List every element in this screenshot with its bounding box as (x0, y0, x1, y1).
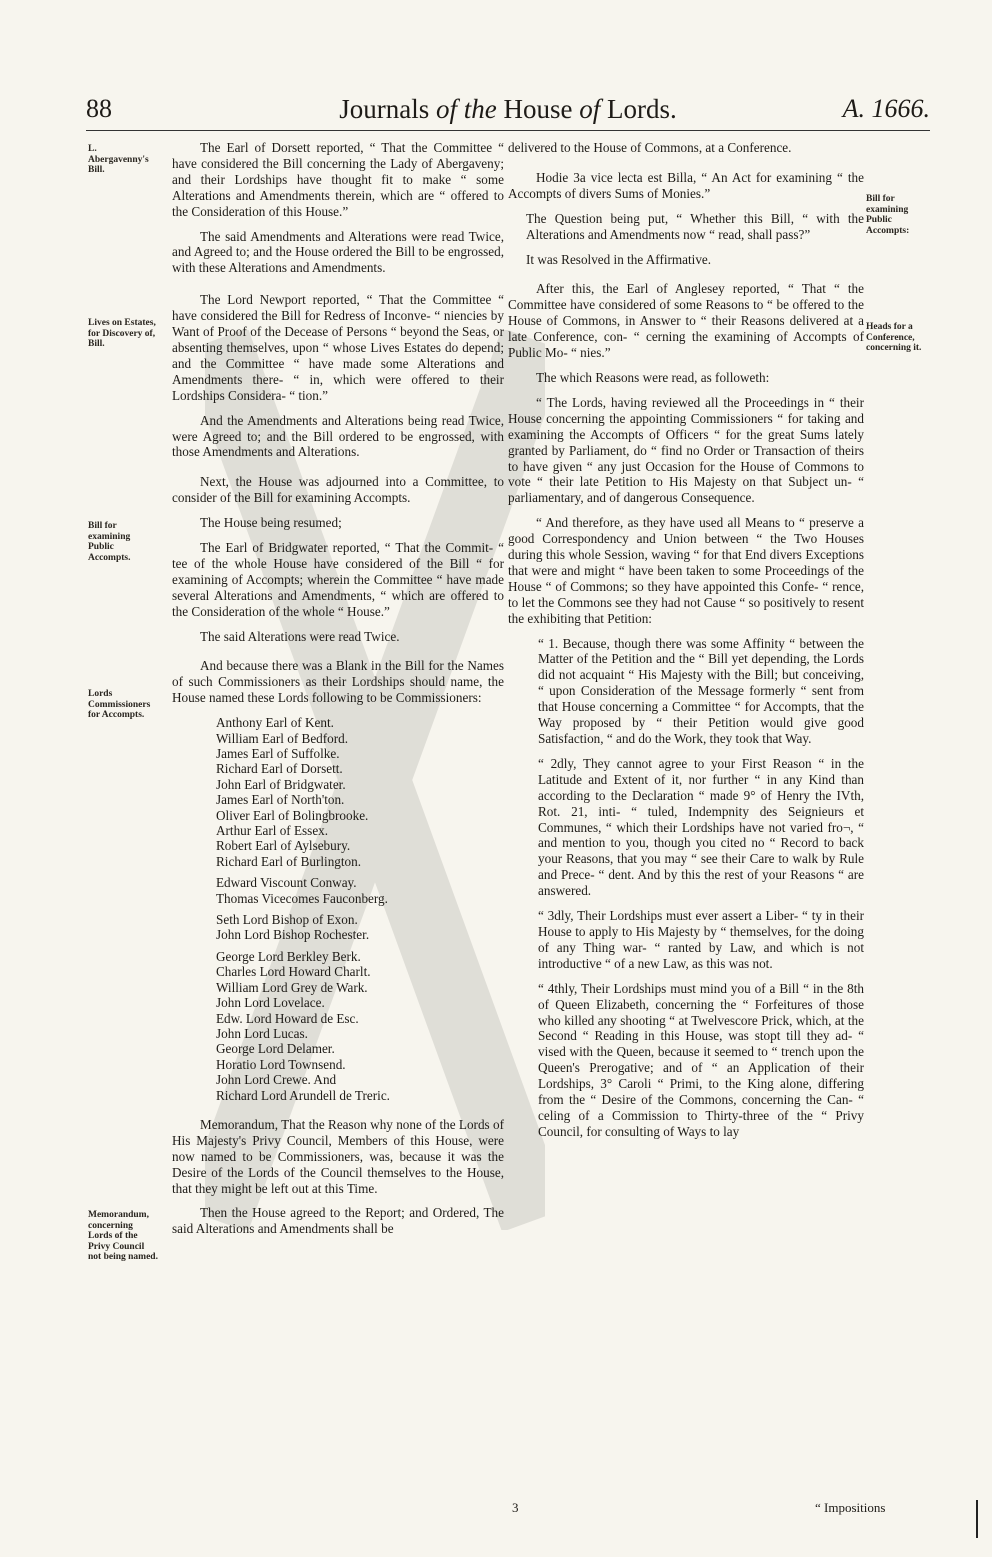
margin-note: Bill for examining Public Accompts. (88, 521, 131, 563)
paragraph: And because there was a Blank in the Bill for the Names of such Commissioners as their Lordships should name, the House named these Lords following to be Commissioners: (172, 658, 504, 706)
running-title: Journals of the House of Lords. (339, 94, 677, 124)
margin-note: Heads for a Conference, concerning it. (866, 322, 922, 353)
paragraph: The Lord Newport reported, “ That the Committee “ have considered the Bill for Redress of Inconve- “ niencies by Want of Proof of the Decease of Persons “ beyond the Seas, or absenting themselves, upon “ whose Lives Estates do depend; and the Committee “ have made some Alterations and Amendments there- “ in, which were offered to their Lordships Considera- “ tion.” (172, 292, 504, 403)
list-item: John Lord Lovelace. (216, 995, 325, 1011)
edge-mark (976, 1500, 978, 1538)
list-item: Richard Lord Arundell de Treric. (216, 1087, 390, 1103)
paragraph: delivered to the House of Commons, at a Conference. (508, 140, 792, 155)
page-header (86, 94, 930, 134)
list-item: George Lord Delamer. (216, 1041, 335, 1057)
list-item: James Earl of Suffolke. (216, 746, 340, 761)
list-item: Thomas Vicecomes Fauconberg. (216, 890, 388, 906)
paragraph: “ 3dly, Their Lordships must ever assert a Liber- “ ty in their House to apply to His Majesty by “ themselves, for the doing of any Thing war- “ ranted by Law, and which is not introductive “ of a new Law, as this was not. (538, 908, 864, 971)
list-item: Anthony Earl of Kent. (216, 715, 334, 731)
paragraph: “ The Lords, having reviewed all the Proceedings in “ their House concerning the appointing Commissioners “ for taking and examining the Accompts of Officers “ for the great Sums lately granted by Parliament, do “ find no Order or Transaction of theirs to have given “ any just Occasion for the House of Commons to vote “ their late Petition to His Majesty on that Subject un- “ parliamentary, and of dangerous Consequence. (508, 394, 864, 506)
list-item: Edw. Lord Howard de Esc. (216, 1010, 359, 1026)
paragraph: The House being resumed; (200, 515, 342, 531)
paragraph: The said Alterations were read Twice. (200, 628, 400, 644)
year-label: A. 1666. (842, 94, 930, 123)
paragraph: “ 4thly, Their Lordships must mind you of a Bill “ in the 8th of Queen Elizabeth, concerning the “ Forfeitures of those who killed any shooting “ at Twelvescore Prick, which, at the Second “ Reading in this House, was stopt till they ad- “ vised with the Queen, because it seemed to “ trench upon the Queen's Prerogative; and of “ an Application of their Lordships, 3° Caroli “ Primi, to the King alone, differing from the “ Desire of the Commons, concerning the Can- “ celing of a Commission to Thirty-three of the “ Privy Council, for consulting of Ways to lay (538, 980, 864, 1139)
list-item: John Lord Bishop Rochester. (216, 927, 370, 943)
list-item: Oliver Earl of Bolingbrooke. (216, 807, 369, 823)
paragraph: And the Amendments and Alterations being read Twice, were Agreed to; and the Bill ordered to be engrossed, with those Amendments and Alterations. (172, 412, 504, 460)
list-item: Arthur Earl of Essex. (216, 823, 329, 839)
list-item: Richard Earl of Dorsett. (216, 761, 343, 777)
list-item: Horatio Lord Townsend. (216, 1056, 346, 1072)
list-item: Charles Lord Howard Charlt. (216, 964, 371, 980)
paragraph: The Question being put, “ Whether this Bill, “ with the Alterations and Amendments now “ read, shall pass?” (526, 210, 864, 242)
paragraph: “ 1. Because, though there was some Affinity “ between the Matter of the Petition and the “ Bill yet depending, the Lords did not acquaint “ His Majesty with the Bill; but conceiving, “ upon Consideration of the Message formerly “ sent from that House concerning a Committee “ for Accompts, that the Way proposed by “ their Petition would give good Satisfaction, “ and do the Work, they took that Way. (538, 635, 864, 746)
paragraph: Then the House agreed to the Report; and Ordered, The said Alterations and Amendments shall be (172, 1205, 504, 1237)
paragraph: The said Amendments and Alterations were read Twice, and Agreed to; and the House ordered the Bill to be engrossed, with these Alterations and Amendments. (172, 228, 504, 276)
paragraph: “ And therefore, as they have used all Means to “ preserve a good Correspondency and Union between “ the Two Houses during this whole Session, waving “ for that End divers Exceptions that were and might “ have been taken to some Proceedings of the House “ of Commons; so they have appointed this Confe- “ rence, to let the Commons see they had not Cause “ so positively to resent the exhibiting that Petition: (508, 515, 864, 626)
list-item: Richard Earl of Burlington. (216, 853, 362, 869)
paragraph: Next, the House was adjourned into a Committee, to consider of the Bill for examining Accompts. (172, 474, 504, 506)
margin-note: Bill for examining Public Accompts: (866, 194, 910, 236)
paragraph: Memorandum, That the Reason why none of the Lords of His Majesty's Privy Council, Members of this House, were now named to be Commissioners, was, because it was the Desire of the Lords of the Council themselves to the House, that they might be left out at this Time. (172, 1116, 504, 1196)
list-item: George Lord Berkley Berk. (216, 948, 361, 964)
paragraph: The which Reasons were read, as followeth: (536, 369, 770, 385)
paragraph: The Earl of Bridgwater reported, “ That the Commit- “ tee of the whole House have considered of the Bill “ for examining of Accompts; wherein the Committee “ have made several Alterations and Amendments, “ which are offered to the Consideration of the whole “ House.” (172, 540, 504, 619)
margin-note: Lords Commissioners for Accompts. (88, 689, 151, 720)
paragraph: After this, the Earl of Anglesey reported, “ That “ the Committee have considered of some Reasons to “ be offered to the House of Commons, in Answer to “ their Reasons delivered at a late Conference, con- “ cerning the examining of Accompts of Public Mo- “ nies.” (508, 281, 864, 361)
list-item: Seth Lord Bishop of Exon. (216, 912, 358, 928)
list-item: William Lord Grey de Wark. (216, 979, 368, 995)
paragraph: It was Resolved in the Affirmative. (526, 251, 712, 267)
list-item: John Lord Lucas. (216, 1025, 308, 1041)
paragraph: Hodie 3a vice lecta est Billa, “ An Act for examining “ the Accompts of divers Sums of Monies.” (508, 169, 864, 201)
commissioner-list (216, 715, 504, 1103)
signature-mark: 3 (512, 1500, 519, 1515)
list-item: James Earl of North'ton. (216, 792, 345, 808)
paragraph: The Earl of Dorsett reported, “ That the Committee “ have considered the Bill concerning the Lady of Abergaveny; and their Lordships have thought fit to make “ some Alterations and Amendments therein, which are “ offered to the Consideration of this House.” (172, 140, 504, 219)
margin-note: L. Abergavenny's Bill. (88, 144, 149, 175)
header-rule (86, 130, 930, 131)
list-item: Edward Viscount Conway. (216, 875, 357, 891)
page-number: 88 (86, 94, 112, 123)
catchword: “ Impositions (815, 1500, 886, 1515)
list-item: William Earl of Bedford. (216, 730, 349, 746)
left-column (172, 140, 504, 1246)
list-item: John Earl of Bridgwater. (216, 776, 346, 792)
list-item: Robert Earl of Aylsebury. (216, 838, 351, 854)
right-column (508, 140, 864, 1149)
paragraph: “ 2dly, They cannot agree to your First Reason “ in the Latitude and Extent of it, nor further “ in any Kind than according to the Declaration “ made 9° of Henry the IVth, Rot. 21, inti- “ tuled, Indempnity des Seignieurs et Communes, “ which their Lordships have not varied fro¬, “ and mention to you, though you cited no “ Record to back your Reasons, that you may “ see their Care to walk by Rule and Prece- “ dent. And by this the rest of your Reasons “ are answered. (538, 755, 864, 899)
list-item: John Lord Crewe. And (216, 1072, 337, 1088)
margin-note: Lives on Estates, for Discovery of, Bill. (88, 318, 156, 349)
margin-note: Memorandum, concerning Lords of the Privy Council not being named. (88, 1210, 158, 1262)
